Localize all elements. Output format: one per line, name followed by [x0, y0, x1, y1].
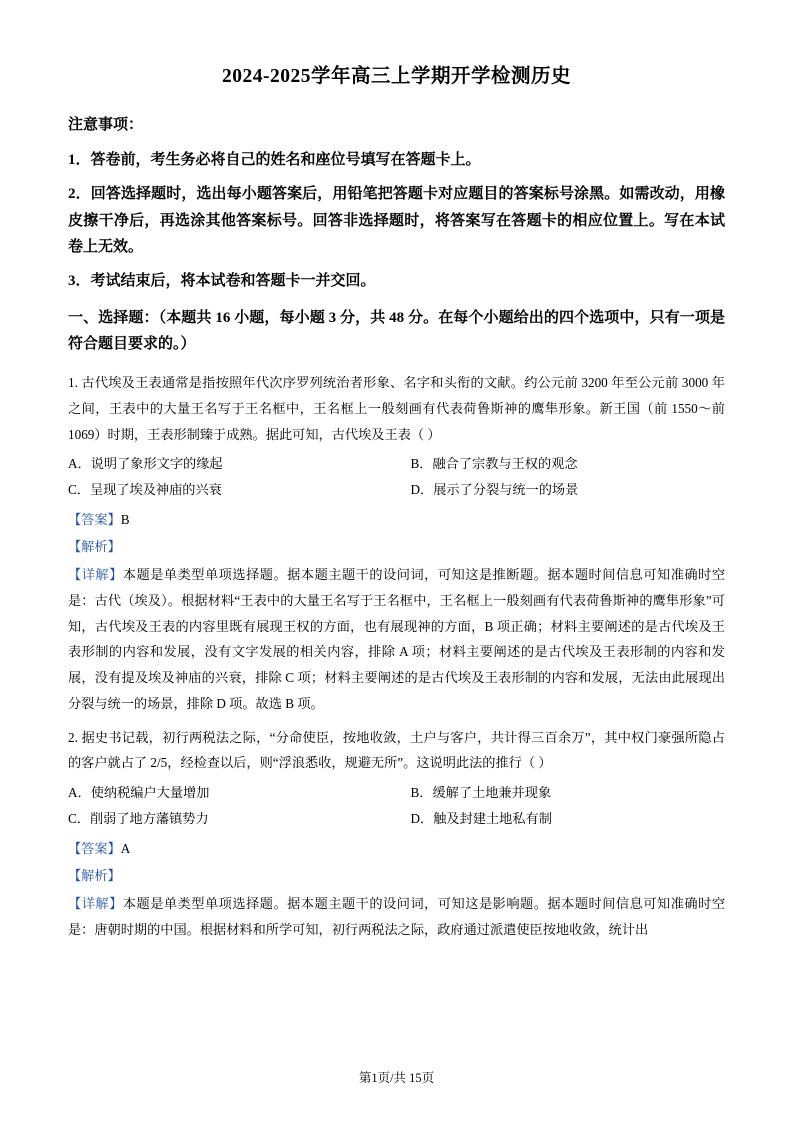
option-b[interactable]: B．缓解了土地兼并现象 [410, 785, 552, 801]
detail-text: 本题是单类型单项选择题。据本题主题干的设问词，可知这是影响题。据本题时间信息可知准确时空是：唐朝时期的中国。根据材料和所学可知，初行两税法之际，政府通过派遣使臣按地收敛，统计出 [68, 896, 726, 937]
analysis-label: 【解析】 [68, 539, 121, 555]
detail-text: 本题是单类型单项选择题。据本题主题干的设问词，可知这是推断题。据本题时间信息可知准确时空是：古代（埃及）。根据材料“王表中的大量王名写于王名框中，王名框上一般刻画有代表荷鲁斯神的鹰隼形象”可知，古代埃及王表的内容里既有展现王权的方面，也有展现神的方面，B 项正确；材料主要阐述的是古代埃及王表形制的内容和发展，没有文字发展的相关内容，排除 A 项；材料主要阐述的是古代埃及王表形制的内容和发展，没有提及埃及神庙的兴衰，排除 C 项；材料主要阐述的是古代埃及王表形制的内容和发展，无法由此展现出分裂与统一的场景，排除 D 项。故选 B 项。 [68, 567, 726, 711]
answer-line [68, 836, 725, 862]
question-block [68, 725, 725, 943]
analysis-label: 【解析】 [68, 868, 121, 884]
notice-item-3: 3．考试结束后，将本试卷和答题卡一并交回。 [68, 273, 376, 289]
detail-explanation [68, 562, 725, 716]
option-d[interactable]: D．展示了分裂与统一的场景 [410, 482, 579, 497]
question-options [68, 451, 725, 502]
option-d[interactable]: D．触及封建土地私有制 [410, 810, 552, 826]
answer-value: B [120, 511, 130, 527]
answer-label: 【答案】 [68, 511, 121, 527]
question-block [68, 370, 725, 717]
answer-line [68, 507, 725, 533]
question-stem: 1. 古代埃及王表通常是指按照年代次序罗列统治者形象、名字和头衔的文献。约公元前 3200 年至公元前 3000 年之间，王表中的大量王名写于王名框中，王名框上一般刻画有代表荷鲁斯神的鹰隼形象。新王国（前 1550～前 1069）时期，王表形制臻于成熟。据此可知，古代埃及王表（ ） [68, 375, 725, 442]
detail-label: 【详解】 [68, 567, 123, 583]
detail-label: 【详解】 [68, 896, 123, 912]
option-c[interactable]: C．削弱了地方藩镇势力 [68, 810, 209, 826]
detail-explanation [68, 891, 725, 942]
option-a[interactable]: A．使纳税编户大量增加 [68, 785, 210, 801]
option-c[interactable]: C．呈现了埃及神庙的兴衰 [68, 482, 222, 497]
page-footer: 第1页/共 15页 [358, 1071, 435, 1085]
page-title: 2024-2025学年高三上学期开学检测历史 [222, 66, 571, 87]
answer-label: 【答案】 [68, 840, 121, 856]
question-options [68, 780, 725, 831]
question-stem: 2. 据史书记载，初行两税法之际，“分命使臣，按地收敛，土户与客户，共计得三百余万”，其中权门豪强所隐占的客户就占了 2/5，经检查以后，则“浮浪悉收，规避无所”。这说明此法的推行（ ） [68, 729, 725, 771]
notice-item-1: 1．答卷前，考生务必将自己的姓名和座位号填写在答题卡上。 [68, 152, 481, 169]
answer-value: A [120, 840, 131, 856]
notice-heading: 注意事项： [68, 117, 144, 134]
section-heading: 一、选择题：（本题共 16 小题，每小题 3 分，共 48 分。在每个小题给出的四个选项中，只有一项是符合题目要求的。） [68, 309, 725, 353]
notice-item-2: 2．回答选择题时，选出每小题答案后，用铅笔把答题卡对应题目的答案标号涂黑。如需改动，用橡皮擦干净后，再选涂其他答案标号。回答非选择题时，将答案写在答题卡的相应位置上。写在本试卷上无效。 [68, 185, 725, 256]
option-a[interactable]: A．说明了象形文字的缘起 [68, 456, 223, 472]
option-b[interactable]: B．融合了宗教与王权的观念 [410, 456, 578, 472]
